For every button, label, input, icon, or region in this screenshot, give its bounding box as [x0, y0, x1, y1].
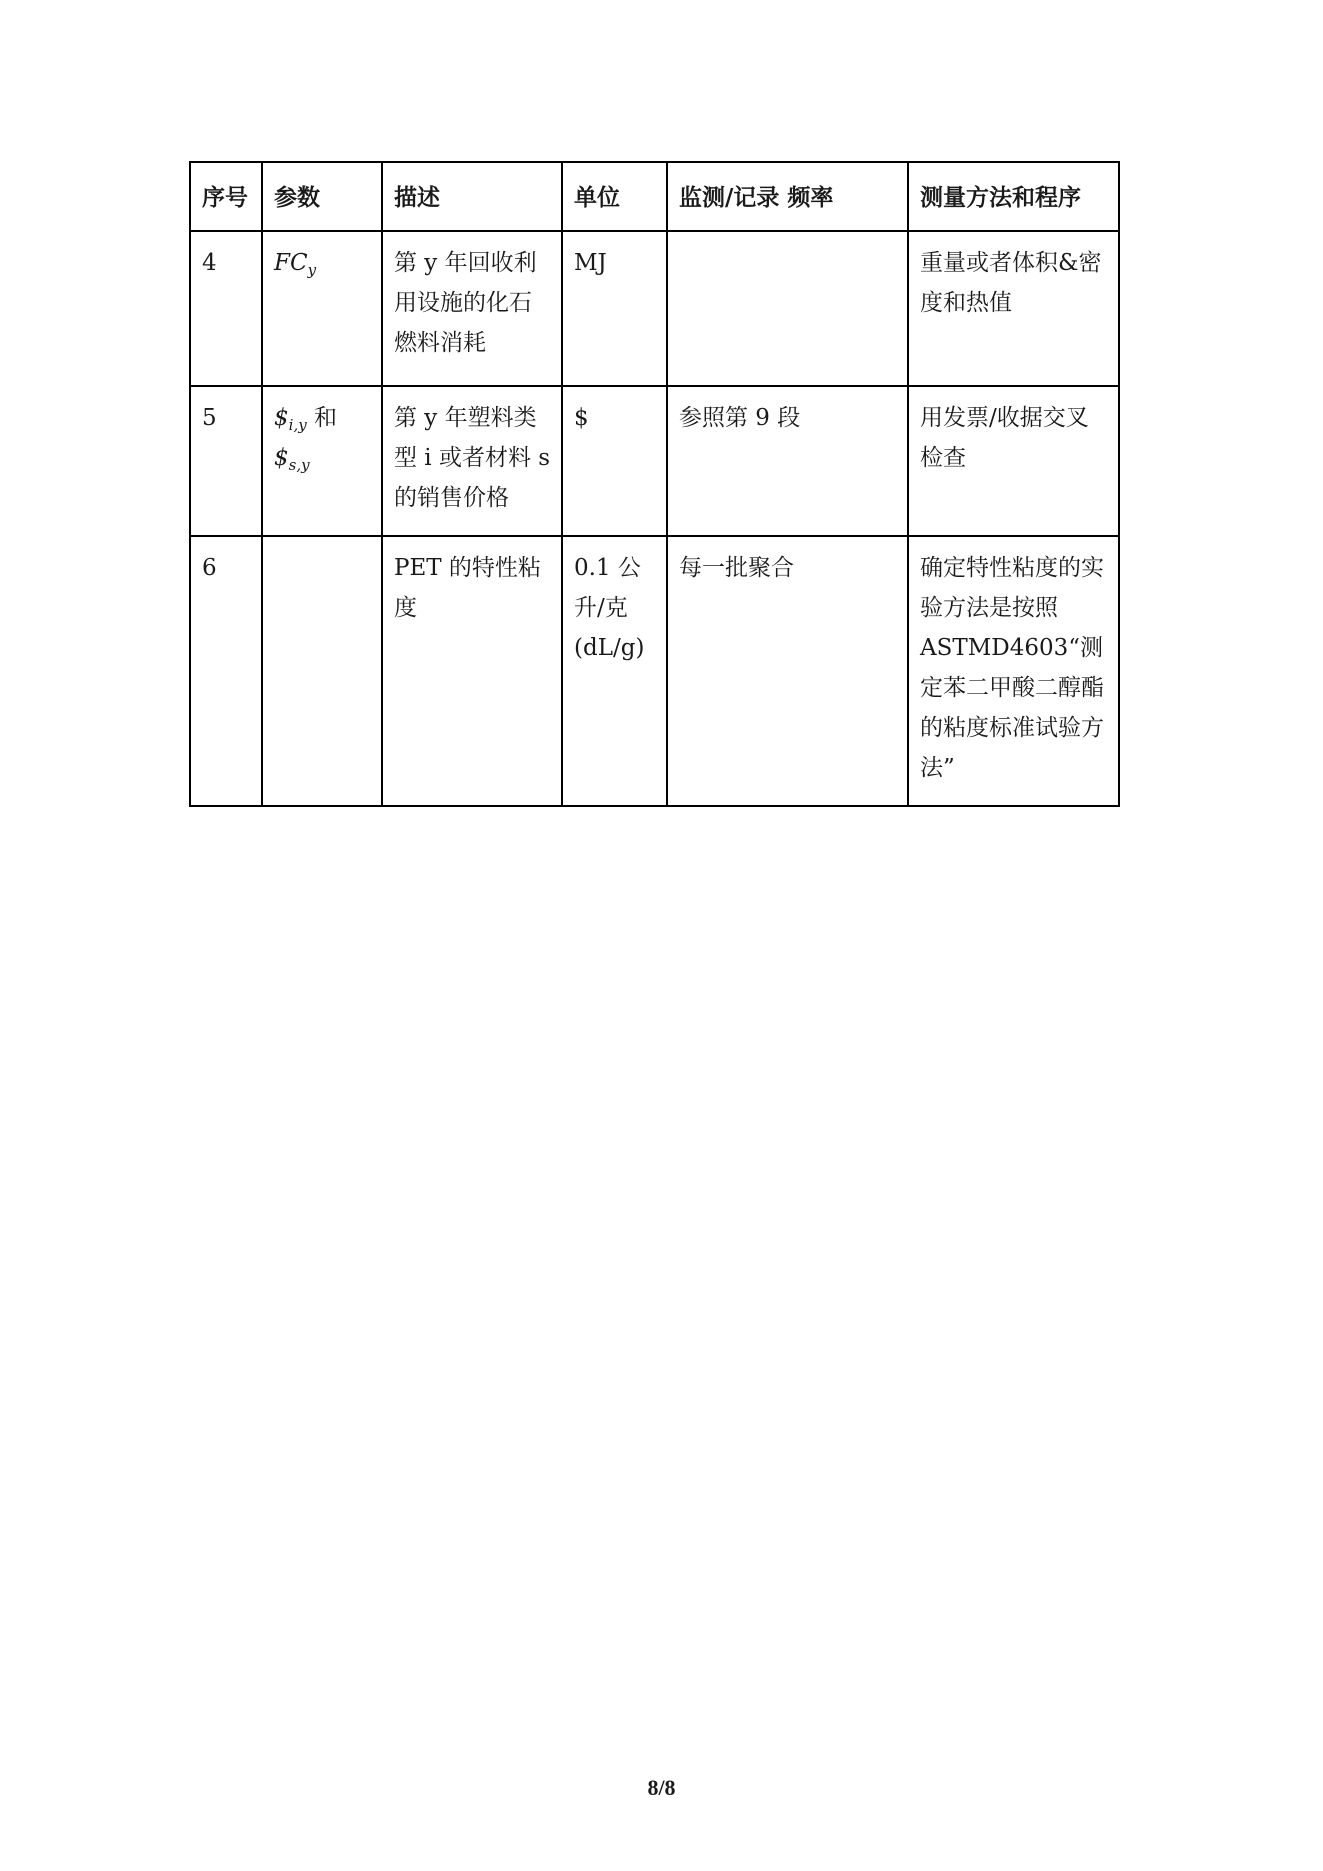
- cell-method: 重量或者体积&密度和热值: [908, 231, 1119, 386]
- param-subscript: i,y: [288, 416, 307, 434]
- monitoring-parameters-table: [189, 161, 1120, 807]
- table-row: [190, 231, 1119, 386]
- cell-parameter: [262, 231, 382, 386]
- header-frequency: 监测/记录 频率: [667, 162, 908, 231]
- param-symbol: $: [274, 445, 289, 471]
- cell-frequency: 参照第 9 段: [667, 386, 908, 536]
- cell-description: 第 y 年回收利用设施的化石燃料消耗: [382, 231, 562, 386]
- cell-method: 用发票/收据交叉检查: [908, 386, 1119, 536]
- cell-unit: MJ: [562, 231, 667, 386]
- cell-no: 4: [190, 231, 262, 386]
- cell-no: 5: [190, 386, 262, 536]
- cell-parameter: [262, 536, 382, 806]
- param-subscript: s,y: [288, 456, 310, 474]
- page-number: 8/8: [647, 1775, 676, 1800]
- header-description: 描述: [382, 162, 562, 231]
- cell-unit: 0.1 公升/克 (dL/g): [562, 536, 667, 806]
- cell-frequency: 每一批聚合: [667, 536, 908, 806]
- param-joiner: 和: [314, 405, 337, 431]
- header-unit: 单位: [562, 162, 667, 231]
- table-row: [190, 386, 1119, 536]
- table-header-row: [190, 162, 1119, 231]
- cell-description: PET 的特性粘度: [382, 536, 562, 806]
- header-parameter: 参数: [262, 162, 382, 231]
- cell-frequency: [667, 231, 908, 386]
- cell-unit: $: [562, 386, 667, 536]
- header-no: 序号: [190, 162, 262, 231]
- table-row: [190, 536, 1119, 806]
- param-symbol: $: [274, 405, 289, 431]
- cell-parameter: [262, 386, 382, 536]
- param-subscript: y: [307, 261, 317, 279]
- header-method: 测量方法和程序: [908, 162, 1119, 231]
- param-symbol: FC: [274, 250, 308, 276]
- cell-method: 确定特性粘度的实验方法是按照 ASTMD4603“测定苯二甲酸二醇酯的粘度标准试验方法”: [908, 536, 1119, 806]
- cell-no: 6: [190, 536, 262, 806]
- cell-description: 第 y 年塑料类型 i 或者材料 s 的销售价格: [382, 386, 562, 536]
